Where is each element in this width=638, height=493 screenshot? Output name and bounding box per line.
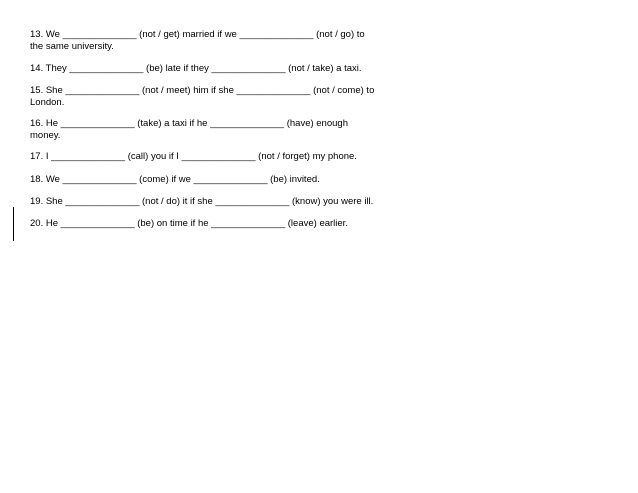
- exercise-20-line-1: 20. He ______________ (be) on time if he ______________ (leave) earlier.: [30, 218, 348, 229]
- exercise-14-line-1: 14. They ______________ (be) late if they ______________ (not / take) a taxi.: [30, 63, 362, 74]
- exercise-17-line-1: 17. I ______________ (call) you if I ______________ (not / forget) my phone.: [30, 151, 357, 162]
- exercise-20: [30, 218, 390, 230]
- exercise-14: [30, 63, 390, 75]
- exercise-13-line-2: the same university.: [30, 40, 114, 52]
- exercise-18-line-1: 18. We ______________ (come) if we ______________ (be) invited.: [30, 174, 320, 185]
- exercise-13: [30, 29, 390, 52]
- exercise-16-line-1: 16. He ______________ (take) a taxi if he ______________ (have) enough: [30, 118, 348, 129]
- exercise-15: [30, 85, 390, 108]
- exercise-15-line-2: London.: [30, 96, 65, 108]
- exercise-16-line-2: money.: [30, 129, 61, 141]
- exercise-13-line-1: 13. We ______________ (not / get) married if we ______________ (not / go) to: [30, 29, 365, 40]
- exercise-19: [30, 196, 390, 208]
- text-cursor: [13, 207, 14, 241]
- exercise-15-line-1: 15. She ______________ (not / meet) him if she ______________ (not / come) to: [30, 85, 375, 96]
- exercise-18: [30, 174, 390, 186]
- exercise-16: [30, 118, 390, 141]
- exercise-19-line-1: 19. She ______________ (not / do) it if she ______________ (know) you were ill.: [30, 196, 374, 207]
- exercise-17: [30, 151, 390, 163]
